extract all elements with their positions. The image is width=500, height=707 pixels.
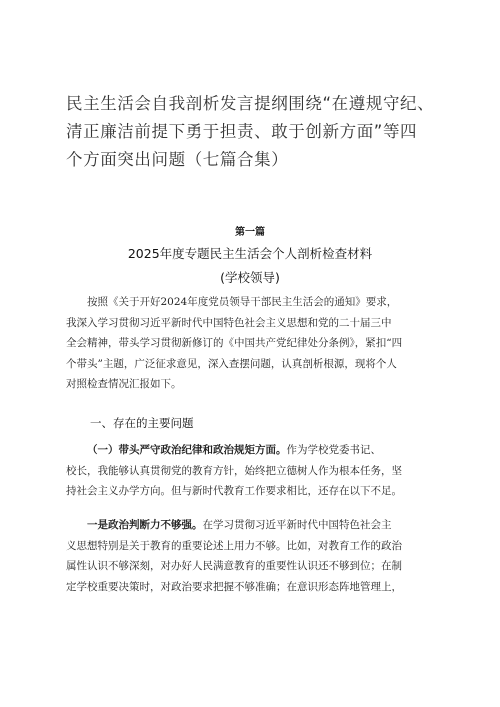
point-1a-paragraph <box>66 515 444 597</box>
document-title <box>66 90 446 174</box>
paragraph-line: 义思想特别是关于教育的重要论述上用力不够。比如，对教育工作的政治 <box>66 539 402 552</box>
paragraph-line <box>66 515 444 536</box>
point-lead: 一是政治判断力不够强。 <box>87 519 203 531</box>
intro-paragraph <box>66 292 444 395</box>
paragraph-line: 属性认识不够深刻，对办好人民满意教育的重要性认识还不够到位；在制 <box>66 560 402 572</box>
paragraph-line: 校长，我能够认真贯彻党的教育方针，始终把立德树人作为根本任务，坚 <box>66 464 402 477</box>
paragraph-line: 按照《关于开好2024年度党员领导干部民主生活会的通知》要求， <box>87 296 398 308</box>
title-line: 个方面突出问题（七篇合集） <box>66 150 289 169</box>
doc-title: 2025年度专题民主生活会个人剖析检查材料 <box>127 246 373 261</box>
section-label: 第一篇 <box>235 227 265 238</box>
paragraph-text: 在学习贯彻习近平新时代中国特色社会主 <box>202 519 392 531</box>
doc-subtitle: (学校领导) <box>220 270 280 285</box>
paragraph-line <box>66 440 444 461</box>
paragraph-line: 全会精神，带头学习贯彻新修订的《中国共产党纪律处分条例》，紧扣“四 <box>66 337 403 349</box>
paragraph-text: 作为学校党委书记、 <box>286 444 381 456</box>
paragraph-line: 我深入学习贯彻习近平新时代中国特色社会主义思想和党的二十届三中 <box>66 316 392 329</box>
paragraph-line: 对照检查情况汇报如下。 <box>66 378 182 390</box>
point-lead: （一）带头严守政治纪律和政治规矩方面。 <box>87 444 287 456</box>
point-1-paragraph <box>66 440 444 502</box>
paragraph-line: 个带头”主题，广泛征求意见，深入查摆问题，认真剖析根源，现将个人 <box>66 357 397 370</box>
paragraph-line: 持社会主义办学方向。但与新时代教育工作要求相比，还存在以下不足。 <box>66 485 402 497</box>
section-heading: 一、存在的主要问题 <box>90 416 194 430</box>
title-line: 民主生活会自我剖析发言提纲围绕“在遵规守纪、 <box>66 94 435 113</box>
title-line: 清正廉洁前提下勇于担责、敢于创新方面”等四 <box>66 122 418 141</box>
paragraph-line: 定学校重要决策时，对政治要求把握不够准确；在意识形态阵地管理上， <box>66 580 402 593</box>
